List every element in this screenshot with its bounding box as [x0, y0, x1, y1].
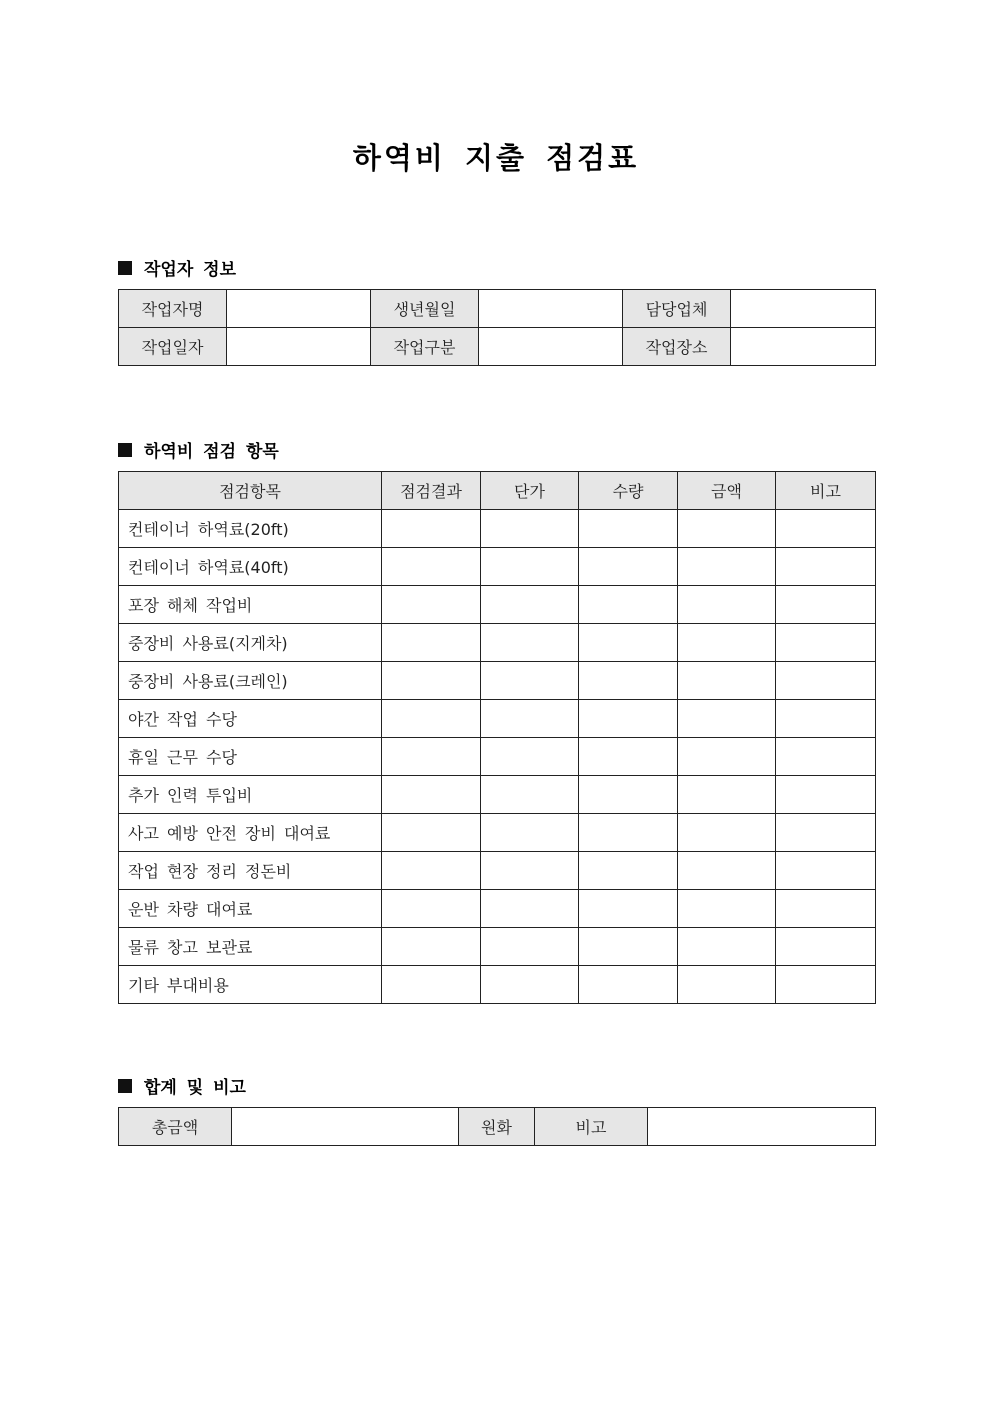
currency-label: 원화: [459, 1108, 535, 1146]
company-label: 담당업체: [623, 290, 731, 328]
column-header-amount: 금액: [678, 472, 776, 510]
table-row: [119, 328, 876, 366]
birth-date-field[interactable]: [479, 290, 623, 328]
table-row: [119, 624, 876, 662]
inspection-amount-cell[interactable]: [678, 814, 776, 852]
inspection-amount-cell[interactable]: [678, 586, 776, 624]
worker-name-field[interactable]: [227, 290, 371, 328]
work-location-field[interactable]: [731, 328, 876, 366]
table-row: [119, 290, 876, 328]
table-row: [119, 890, 876, 928]
inspection-result-cell[interactable]: [382, 586, 481, 624]
inspection-unit-price-cell[interactable]: [481, 738, 579, 776]
table-row: [119, 852, 876, 890]
inspection-result-cell[interactable]: [382, 700, 481, 738]
inspection-amount-cell[interactable]: [678, 852, 776, 890]
inspection-item-name: 물류 창고 보관료: [119, 928, 382, 966]
table-row: [119, 776, 876, 814]
note-label: 비고: [535, 1108, 648, 1146]
inspection-quantity-cell[interactable]: [579, 890, 678, 928]
inspection-item-name: 야간 작업 수당: [119, 700, 382, 738]
inspection-quantity-cell[interactable]: [579, 700, 678, 738]
square-bullet-icon: [118, 1079, 132, 1093]
inspection-amount-cell[interactable]: [678, 510, 776, 548]
inspection-item-name: 운반 차량 대여료: [119, 890, 382, 928]
inspection-item-name: 작업 현장 정리 정돈비: [119, 852, 382, 890]
inspection-result-cell[interactable]: [382, 624, 481, 662]
inspection-note-cell[interactable]: [776, 852, 876, 890]
inspection-note-cell[interactable]: [776, 966, 876, 1004]
note-field[interactable]: [648, 1108, 876, 1146]
inspection-result-cell[interactable]: [382, 776, 481, 814]
section-heading-worker-info: [118, 255, 236, 280]
table-row: [119, 700, 876, 738]
table-row: [119, 966, 876, 1004]
page-title: 하역비 지출 점검표: [352, 141, 640, 175]
inspection-quantity-cell[interactable]: [579, 624, 678, 662]
table-header-row: [119, 472, 876, 510]
inspection-quantity-cell[interactable]: [579, 586, 678, 624]
column-header-item: 점검항목: [119, 472, 382, 510]
inspection-unit-price-cell[interactable]: [481, 624, 579, 662]
inspection-note-cell[interactable]: [776, 738, 876, 776]
work-date-field[interactable]: [227, 328, 371, 366]
section-heading-label: 작업자 정보: [144, 260, 237, 280]
inspection-unit-price-cell[interactable]: [481, 510, 579, 548]
table-row: [119, 1108, 876, 1146]
inspection-item-name: 포장 해체 작업비: [119, 586, 382, 624]
total-amount-field[interactable]: [232, 1108, 459, 1146]
inspection-amount-cell[interactable]: [678, 738, 776, 776]
work-type-label: 작업구분: [371, 328, 479, 366]
inspection-item-name: 컨테이너 하역료(20ft): [119, 510, 382, 548]
inspection-item-name: 중장비 사용료(지게차): [119, 624, 382, 662]
inspection-item-name: 기타 부대비용: [119, 966, 382, 1004]
inspection-amount-cell[interactable]: [678, 966, 776, 1004]
inspection-note-cell[interactable]: [776, 510, 876, 548]
table-row: [119, 548, 876, 586]
inspection-result-cell[interactable]: [382, 928, 481, 966]
inspection-note-cell[interactable]: [776, 548, 876, 586]
worker-info-table: [118, 289, 876, 366]
inspection-note-cell[interactable]: [776, 928, 876, 966]
table-row: [119, 814, 876, 852]
inspection-quantity-cell[interactable]: [579, 738, 678, 776]
inspection-quantity-cell[interactable]: [579, 852, 678, 890]
inspection-amount-cell[interactable]: [678, 928, 776, 966]
inspection-amount-cell[interactable]: [678, 776, 776, 814]
inspection-item-name: 휴일 근무 수당: [119, 738, 382, 776]
column-header-note: 비고: [776, 472, 876, 510]
inspection-quantity-cell[interactable]: [579, 814, 678, 852]
inspection-unit-price-cell[interactable]: [481, 928, 579, 966]
inspection-table: [118, 471, 876, 1004]
inspection-result-cell[interactable]: [382, 966, 481, 1004]
total-amount-label: 총금액: [119, 1108, 232, 1146]
table-row: [119, 510, 876, 548]
section-heading-inspection: [118, 437, 279, 462]
inspection-amount-cell[interactable]: [678, 700, 776, 738]
inspection-result-cell[interactable]: [382, 852, 481, 890]
inspection-unit-price-cell[interactable]: [481, 852, 579, 890]
inspection-result-cell[interactable]: [382, 510, 481, 548]
table-row: [119, 738, 876, 776]
inspection-amount-cell[interactable]: [678, 890, 776, 928]
square-bullet-icon: [118, 443, 132, 457]
inspection-note-cell[interactable]: [776, 814, 876, 852]
inspection-quantity-cell[interactable]: [579, 928, 678, 966]
work-date-label: 작업일자: [119, 328, 227, 366]
inspection-result-cell[interactable]: [382, 738, 481, 776]
inspection-unit-price-cell[interactable]: [481, 700, 579, 738]
inspection-note-cell[interactable]: [776, 776, 876, 814]
inspection-note-cell[interactable]: [776, 586, 876, 624]
section-heading-label: 합계 및 비고: [144, 1078, 246, 1098]
inspection-note-cell[interactable]: [776, 662, 876, 700]
inspection-unit-price-cell[interactable]: [481, 662, 579, 700]
inspection-item-name: 중장비 사용료(크레인): [119, 662, 382, 700]
inspection-item-name: 추가 인력 투입비: [119, 776, 382, 814]
inspection-unit-price-cell[interactable]: [481, 814, 579, 852]
work-location-label: 작업장소: [623, 328, 731, 366]
inspection-result-cell[interactable]: [382, 548, 481, 586]
worker-name-label: 작업자명: [119, 290, 227, 328]
inspection-item-name: 컨테이너 하역료(40ft): [119, 548, 382, 586]
inspection-amount-cell[interactable]: [678, 662, 776, 700]
inspection-unit-price-cell[interactable]: [481, 548, 579, 586]
inspection-note-cell[interactable]: [776, 700, 876, 738]
inspection-item-name: 사고 예방 안전 장비 대여료: [119, 814, 382, 852]
inspection-unit-price-cell[interactable]: [481, 890, 579, 928]
birth-date-label: 생년월일: [371, 290, 479, 328]
inspection-amount-cell[interactable]: [678, 548, 776, 586]
table-row: [119, 928, 876, 966]
inspection-quantity-cell[interactable]: [579, 662, 678, 700]
inspection-quantity-cell[interactable]: [579, 510, 678, 548]
inspection-result-cell[interactable]: [382, 662, 481, 700]
summary-table: [118, 1107, 876, 1146]
column-header-quantity: 수량: [579, 472, 678, 510]
work-type-field[interactable]: [479, 328, 623, 366]
column-header-unit-price: 단가: [481, 472, 579, 510]
inspection-unit-price-cell[interactable]: [481, 966, 579, 1004]
inspection-note-cell[interactable]: [776, 624, 876, 662]
table-row: [119, 662, 876, 700]
column-header-result: 점검결과: [382, 472, 481, 510]
inspection-result-cell[interactable]: [382, 814, 481, 852]
inspection-quantity-cell[interactable]: [579, 548, 678, 586]
inspection-unit-price-cell[interactable]: [481, 586, 579, 624]
inspection-note-cell[interactable]: [776, 890, 876, 928]
section-heading-label: 하역비 점검 항목: [144, 442, 279, 462]
table-row: [119, 586, 876, 624]
inspection-result-cell[interactable]: [382, 890, 481, 928]
square-bullet-icon: [118, 261, 132, 275]
inspection-quantity-cell[interactable]: [579, 776, 678, 814]
inspection-unit-price-cell[interactable]: [481, 776, 579, 814]
section-heading-summary: [118, 1073, 246, 1098]
inspection-amount-cell[interactable]: [678, 624, 776, 662]
inspection-quantity-cell[interactable]: [579, 966, 678, 1004]
company-field[interactable]: [731, 290, 876, 328]
